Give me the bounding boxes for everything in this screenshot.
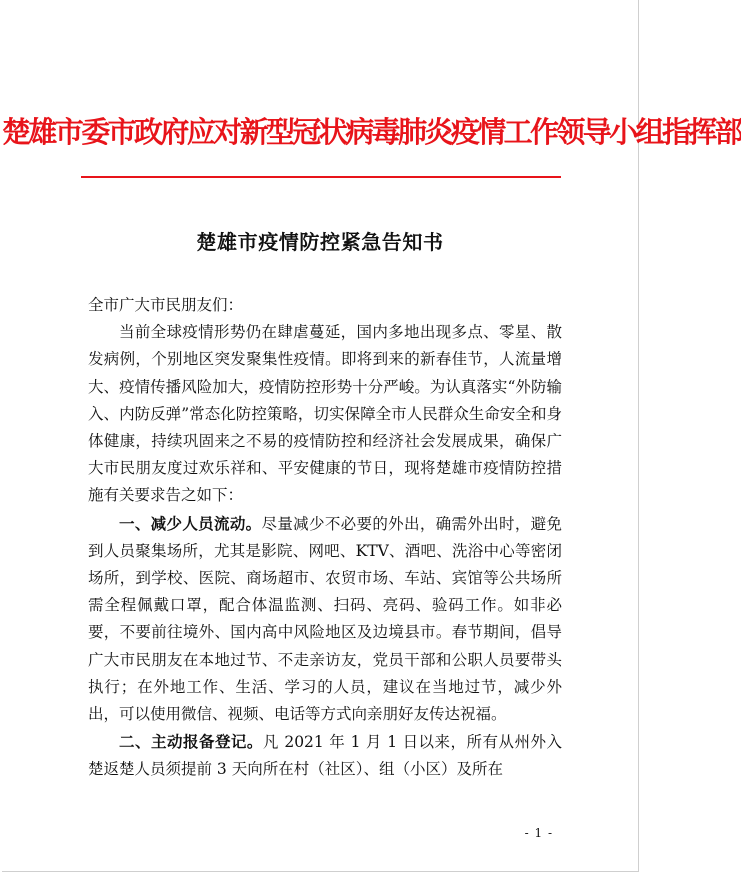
- document-title: 楚雄市疫情防控紧急告知书: [196, 230, 444, 254]
- section-1-heading: 一、减少人员流动。: [119, 513, 262, 533]
- section-2-heading: 二、主动报备登记。: [119, 732, 263, 752]
- section-2-paragraph: [88, 728, 562, 783]
- document-body: [88, 292, 562, 784]
- red-divider-line: [81, 176, 561, 178]
- section-1-text: 尽量减少不必要的外出，确需外出时，避免到人员聚集场所，尤其是影院、网吧、KTV、酒吧、洗浴中心等密闭场所，到学校、医院、商场超市、农贸市场、车站、宾馆等公共场所需全程佩戴口罩，配合体温监测、扫码、亮码、验码工作。如非必要，不要前往境外、国内高中风险地区及边境县市。春节期间，倡导广大市民朋友在本地过节、不走亲访友，党员干部和公职人员要带头执行；在外地工作、生活、学习的人员，建议在当地过节，减少外出，可以使用微信、视频、电话等方式向亲朋好友传达祝福。: [88, 514, 562, 724]
- issuer-header: 楚雄市委市政府应对新型冠状病毒肺炎疫情工作领导小组指挥部: [2, 115, 741, 149]
- salutation: 全市广大市民朋友们：: [88, 296, 244, 314]
- document-page: [2, 0, 741, 872]
- intro-paragraph: 当前全球疫情形势仍在肆虐蔓延，国内多地出现多点、零星、散发病例，个别地区突发聚集性疫情。即将到来的新春佳节，人流量增大、疫情传播风险加大，疫情防控形势十分严峻。为认真落实“外防输入、内防反弹”常态化防控策略，切实保障全市人民群众生命安全和身体健康，持续巩固来之不易的疫情防控和经济社会发展成果，确保广大市民朋友度过欢乐祥和、平安健康的节日，现将楚雄市疫情防控措施有关要求告之如下：: [88, 323, 562, 505]
- section-1-paragraph: [88, 510, 562, 729]
- section-2-text: 凡 2021 年 1 月 1 日以来，所有从州外入楚返楚人员须提前 3 天向所在村（社区）、组（小区）及所在: [88, 733, 562, 779]
- page-number: - 1 -: [524, 826, 553, 840]
